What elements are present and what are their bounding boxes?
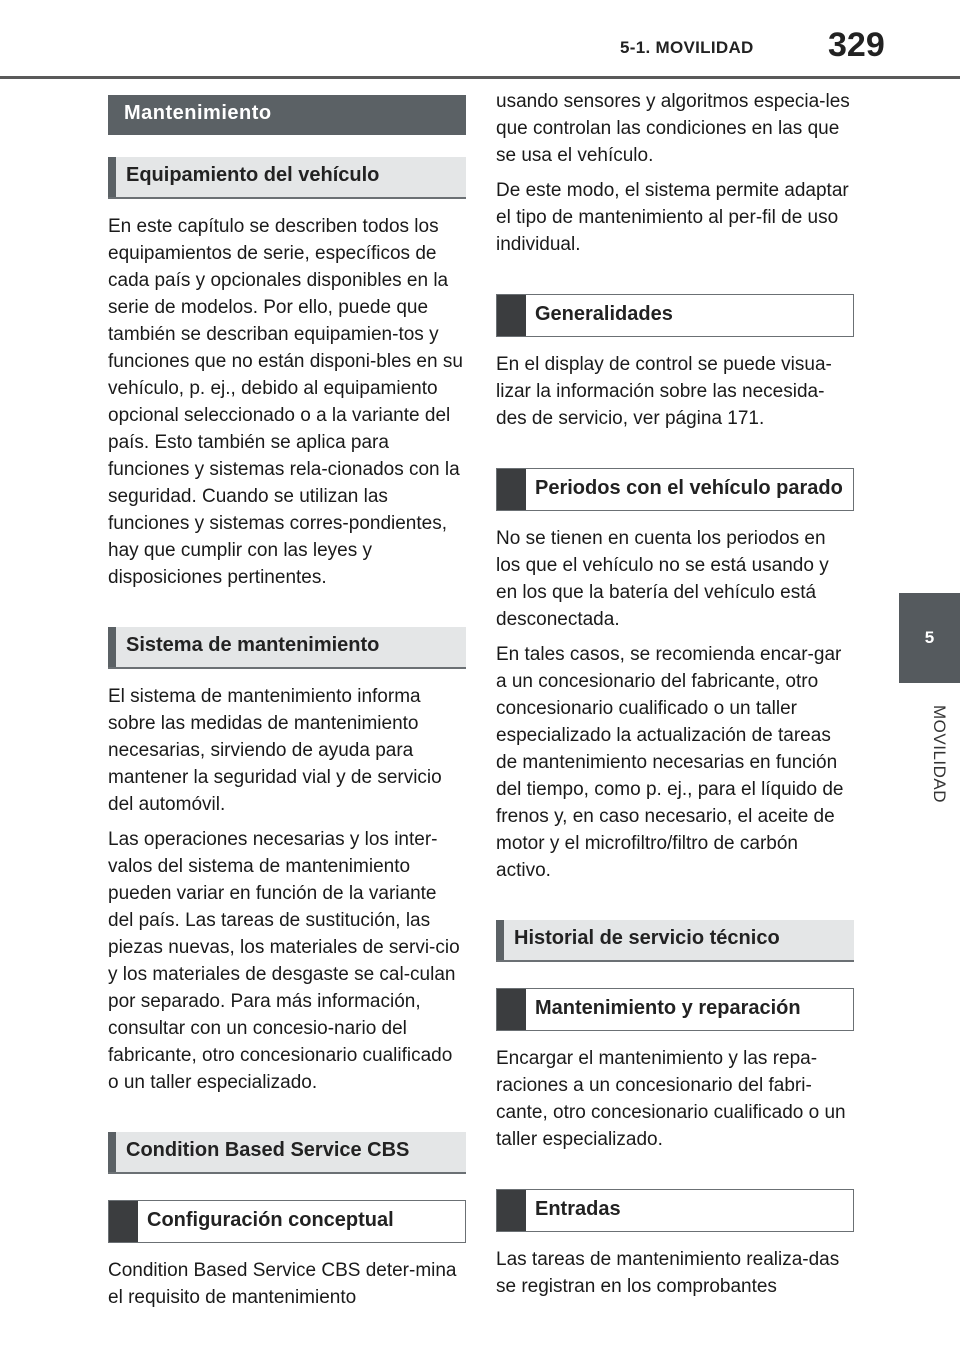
heading-sistema-mantenimiento: Sistema de mantenimiento xyxy=(108,627,466,669)
paragraph-sistema-1: El sistema de mantenimiento informa sobre las medidas de mantenimiento necesarias, sirviendo de ayuda para mantener la seguridad vial y de servicio del automóvil. xyxy=(108,686,442,815)
right-column xyxy=(496,88,854,1308)
heading-mantenimiento-reparacion: Mantenimiento y reparación xyxy=(496,988,854,1031)
paragraph-periodos-2: En tales casos, se recomienda encar-gar a un concesionario del fabricante, otro concesionario cualificado o un taller especializado la actualización de tareas de mantenimiento necesarias en función del tiempo, como p. ej., para el líquido de frenos y, en caso necesario, el aceite de motor y el microfiltro/filtro de carbón activo. xyxy=(496,644,844,881)
paragraph-continuation-2: De este modo, el sistema permite adaptar el tipo de mantenimiento al per-fil de uso individual. xyxy=(496,180,849,255)
paragraph-configuracion: Condition Based Service CBS deter-mina el requisito de mantenimiento xyxy=(108,1260,457,1308)
header-rule xyxy=(0,76,960,79)
chapter-tab-label: MOVILIDAD xyxy=(930,705,949,804)
heading-periodos: Periodos con el vehículo parado xyxy=(496,468,854,511)
heading-configuracion-conceptual: Configuración conceptual xyxy=(108,1200,466,1243)
paragraph-generalidades: En el display de control se puede visua-lizar la información sobre las necesida-des de servicio, ver página 171. xyxy=(496,354,832,429)
paragraph-entradas: Las tareas de mantenimiento realiza-das se registran en los comprobantes xyxy=(496,1249,840,1297)
chapter-tab xyxy=(899,593,960,683)
left-column xyxy=(108,95,466,1319)
paragraph-equipamiento: En este capítulo se describen todos los equipamientos de serie, específicos de cada país y opcionales disponibles en la serie de modelos. Por ello, puede que también se describan equipamien-tos y funciones que no están disponi-bles en su vehículo, p. ej., debido al equipamiento opcional seleccionado o a la variante del país. Esto también se aplica para funciones y sistemas rela-cionados con la seguridad. Cuando se utilizan las funciones y sistemas corres-pondientes, hay que cumplir con las leyes y disposiciones pertinentes. xyxy=(108,216,463,588)
heading-historial: Historial de servicio técnico xyxy=(496,920,854,962)
heading-entradas: Entradas xyxy=(496,1189,854,1232)
heading-equipamiento: Equipamiento del vehículo xyxy=(108,157,466,199)
running-header-section: 5-1. MOVILIDAD xyxy=(620,38,754,57)
chapter-tab-number: 5 xyxy=(924,628,935,647)
paragraph-periodos-1: No se tienen en cuenta los periodos en los que el vehículo no se está usando y en los que la batería del vehículo está desconectada. xyxy=(496,528,829,630)
page-number: 329 xyxy=(828,26,885,64)
heading-mantenimiento: Mantenimiento xyxy=(108,95,466,135)
heading-cbs: Condition Based Service CBS xyxy=(108,1132,466,1174)
paragraph-mantenimiento-reparacion: Encargar el mantenimiento y las repa-raciones a un concesionario del fabri-cante, otro concesionario cualificado o un taller especializado. xyxy=(496,1048,846,1150)
paragraph-continuation-1: usando sensores y algoritmos especia-les que controlan las condiciones en las que se usa el vehículo. xyxy=(496,91,850,166)
heading-generalidades: Generalidades xyxy=(496,294,854,337)
paragraph-sistema-2: Las operaciones necesarias y los inter-valos del sistema de mantenimiento pueden variar en función de la variante del país. Las tareas de sustitución, las piezas nuevas, los materiales de servi-cio y los materiales de desgaste se cal-culan por separado. Para más información, consultar con un concesio-nario del fabricante, otro concesionario cualificado o un taller especializado. xyxy=(108,829,460,1093)
